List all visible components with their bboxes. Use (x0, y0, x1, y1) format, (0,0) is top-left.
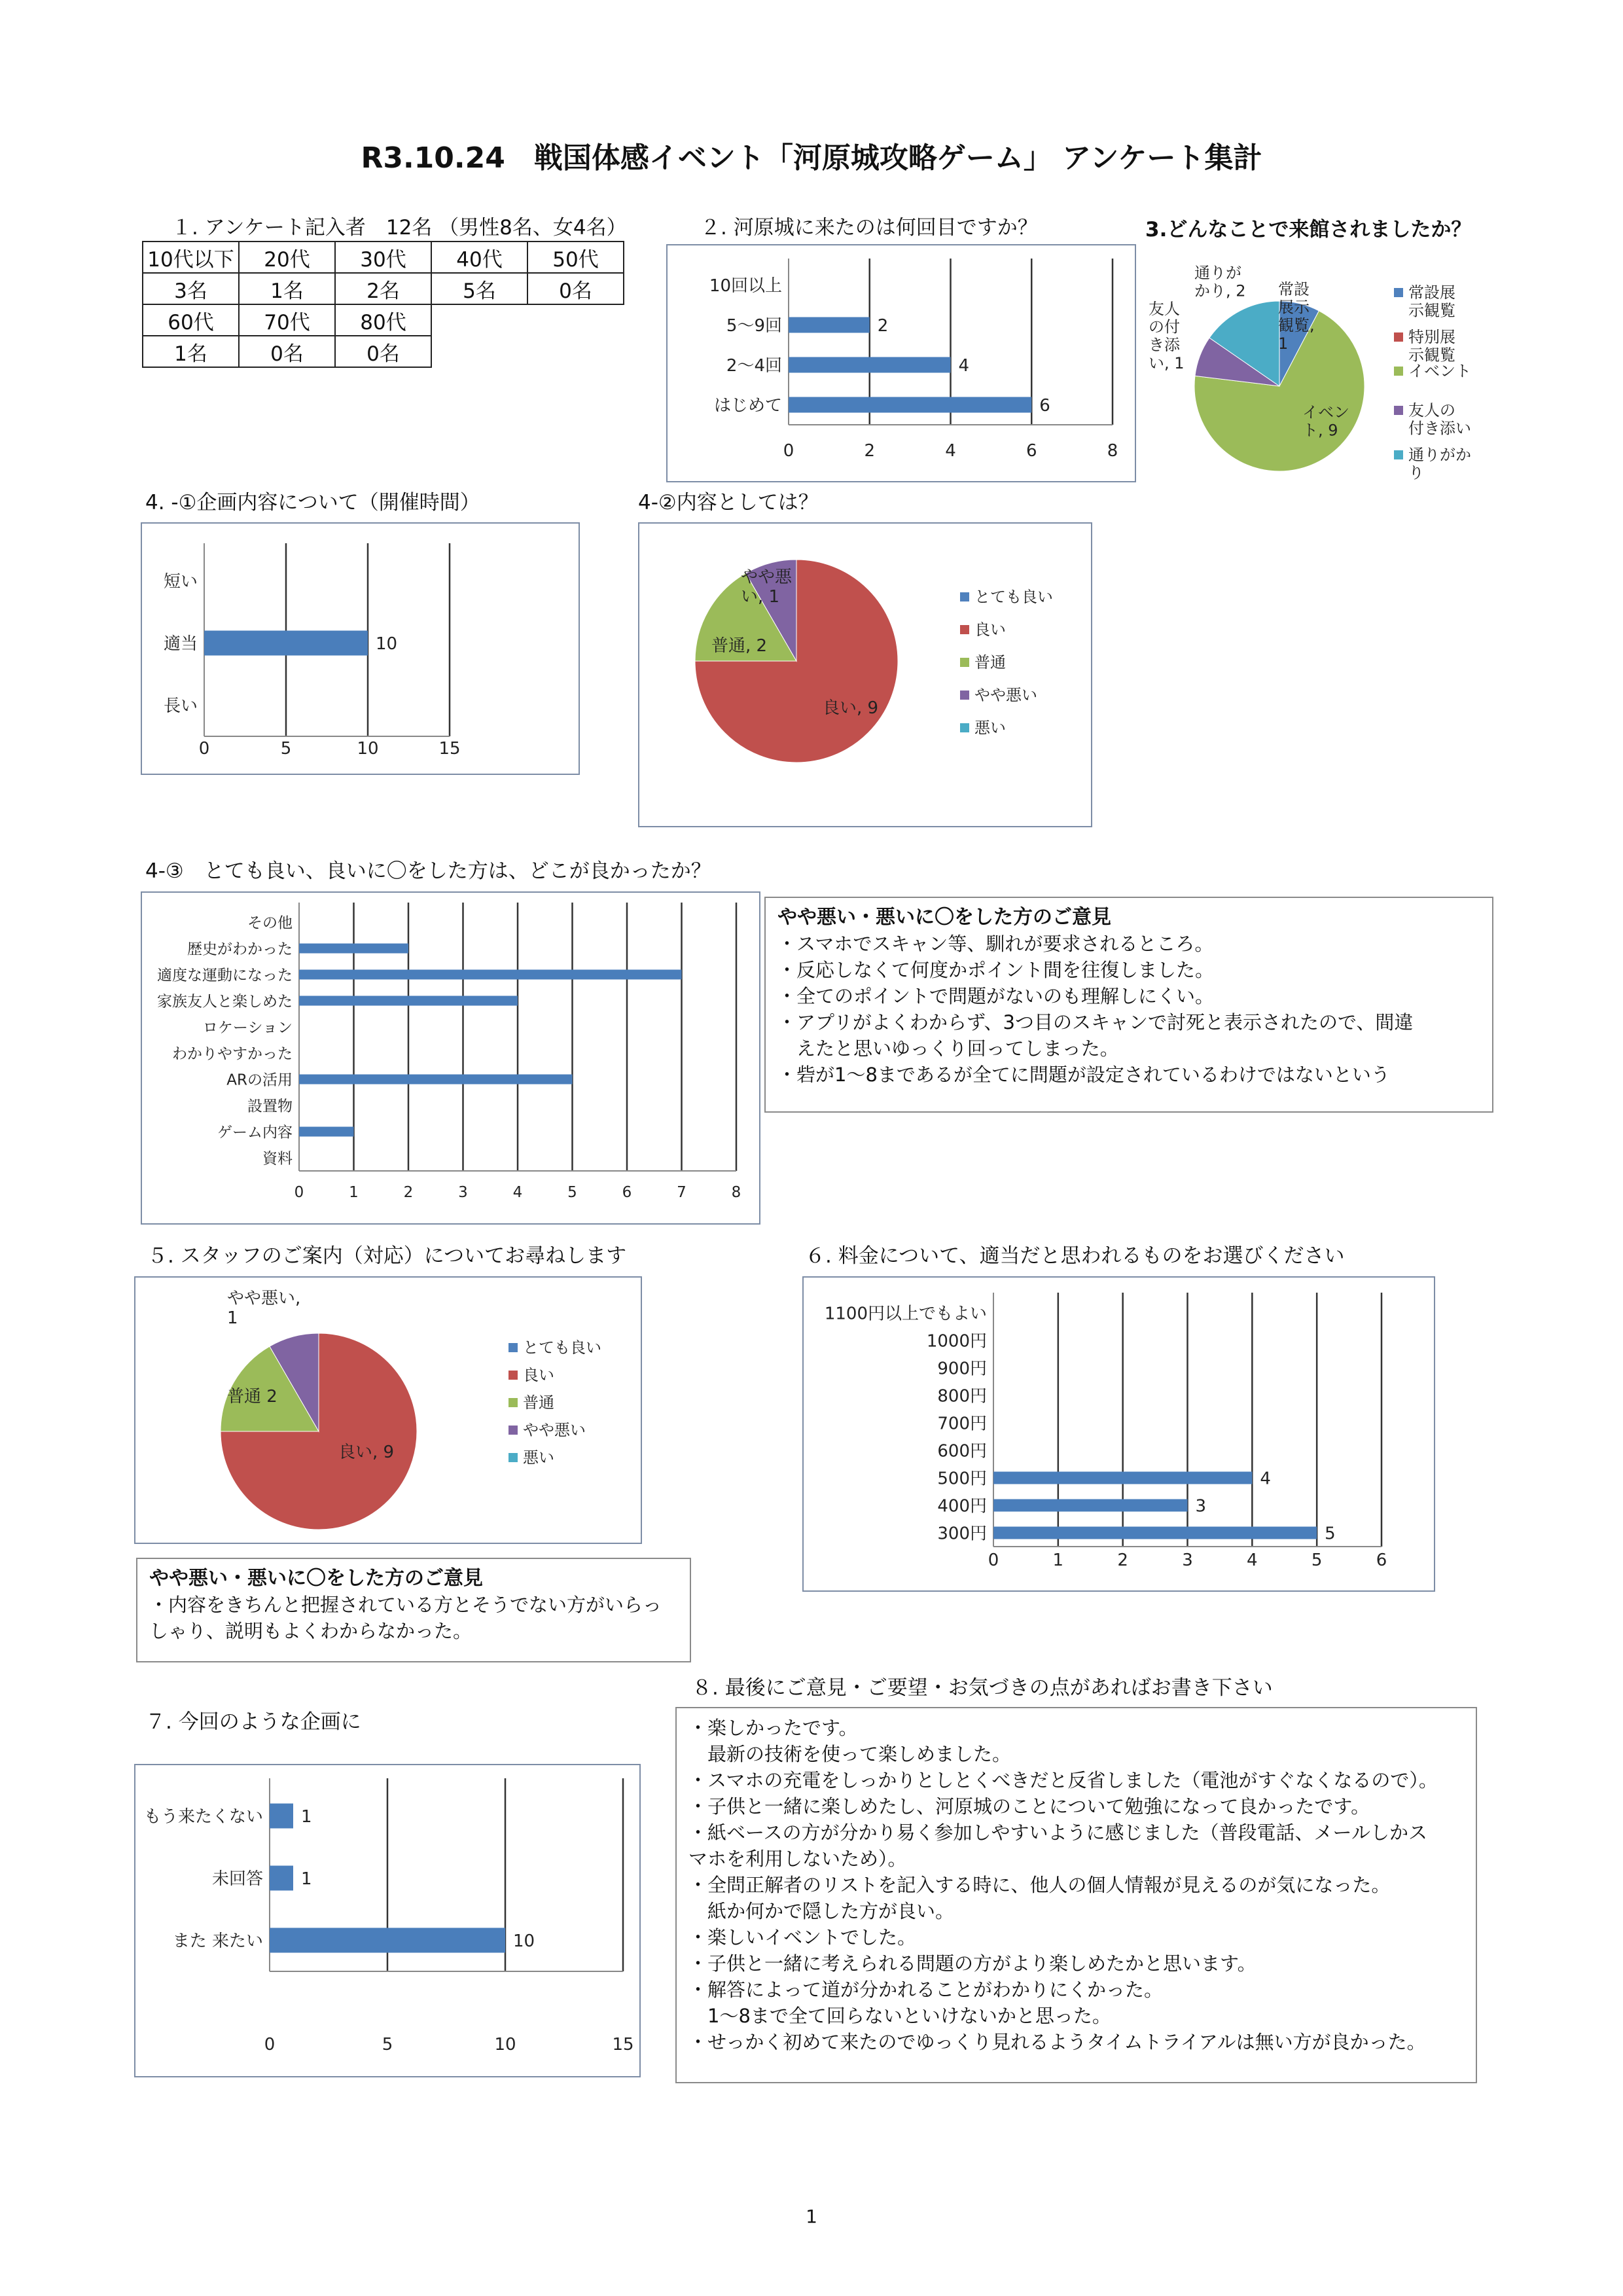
comment-line: マホを利用しないため）。 (688, 1848, 907, 1870)
data-label: 10 (513, 1931, 535, 1951)
x-tick-label: 4 (512, 1184, 523, 1201)
x-tick-label: 3 (458, 1184, 468, 1201)
data-label: やや悪い, 1 (741, 567, 793, 607)
data-label: 2 (877, 315, 889, 336)
data-label: 6 (1039, 395, 1050, 416)
x-tick-label: 3 (1182, 1551, 1193, 1570)
data-label: 3 (1195, 1496, 1207, 1516)
page-title: R3.10.24 戦国体感イベント「河原城攻略ゲーム」 アンケート集計 (361, 141, 1262, 175)
q4-comments-heading: やや悪い・悪いに〇をした方のご意見 (777, 906, 1111, 929)
legend-entry: 良い (523, 1366, 554, 1384)
y-category-label: 300円 (937, 1524, 987, 1544)
y-category-label: 2～4回 (726, 355, 782, 376)
x-tick-label: 6 (1376, 1551, 1387, 1570)
table-cell: 30代 (335, 242, 431, 273)
bar (299, 944, 408, 954)
legend-entry: 普通 (523, 1393, 554, 1412)
table-cell: 1名 (239, 273, 335, 304)
q4-3-heading: 4-③ とても良い、良いに〇をした方は、どこが良かったか？ (145, 859, 711, 883)
q5-heading: ５. スタッフのご案内（対応）についてお尋ねします (147, 1244, 627, 1268)
x-tick-label: 7 (677, 1184, 687, 1201)
comment-line: ・せっかく初めて来たのでゆっくり見れるようタイムトライアルは無い方が良かった。 (688, 2031, 1426, 2053)
bar (299, 996, 518, 1006)
comment-line: 最新の技術を使って楽しめました。 (688, 1743, 1012, 1765)
q2-bar-chart (668, 245, 1135, 481)
legend-swatch (960, 625, 969, 634)
data-label: 通りがかり, 2 (1194, 264, 1246, 300)
data-label: 常設展示観覧, 1 (1278, 280, 1315, 353)
data-label: 普通 2 (227, 1387, 277, 1407)
comment-line: ・スマホでスキャン等、馴れが要求されるところ。 (777, 933, 1214, 955)
x-tick-label: 4 (945, 441, 956, 461)
legend-swatch (508, 1343, 518, 1352)
q8-heading: ８. 最後にご意見・ご要望・お気づきの点があればお書き下さい (692, 1676, 1273, 1700)
bar (270, 1866, 293, 1891)
legend-swatch (508, 1371, 518, 1380)
bar (993, 1472, 1252, 1484)
x-tick-label: 6 (622, 1184, 632, 1201)
comment-line: ・楽しいイベントでした。 (688, 1926, 917, 1948)
q4-comments-box (764, 897, 1493, 1113)
q8-comments-box (675, 1707, 1477, 2083)
x-tick-label: 5 (382, 2035, 393, 2054)
x-tick-label: 10 (494, 2035, 516, 2054)
comment-line: ・全問正解者のリストを記入する時に、他人の個人情報が見えるのが気になった。 (688, 1874, 1391, 1896)
y-category-label: ゲーム内容 (217, 1124, 293, 1141)
comment-line: ・楽しかったです。 (688, 1717, 858, 1739)
bar (270, 1928, 505, 1953)
q4-3-bar-chart (142, 893, 759, 1223)
q7-chart-frame (134, 1764, 641, 2077)
x-tick-label: 1 (349, 1184, 359, 1201)
comment-line: ・砦が1～8まであるが全てに問題が設定されているわけではないという (777, 1064, 1390, 1086)
q5-chart-frame (134, 1276, 642, 1544)
y-category-label: ロケーション (202, 1019, 293, 1037)
q3-heading: 3.どんなことで来館されましたか？ (1145, 218, 1472, 242)
bar (993, 1527, 1317, 1539)
bar (789, 397, 1031, 413)
x-tick-label: 0 (783, 441, 794, 461)
legend-swatch (508, 1453, 518, 1462)
data-label: 友人の付き添い, 1 (1149, 300, 1185, 372)
data-label: やや悪い, 1 (227, 1289, 301, 1328)
table-cell: 1名 (143, 336, 239, 367)
y-category-label: 700円 (937, 1414, 987, 1434)
legend-entry: 普通 (974, 653, 1006, 672)
x-tick-label: 0 (294, 1184, 304, 1201)
legend-entry: 悪い (523, 1448, 554, 1467)
q4-3-chart-frame (141, 891, 760, 1225)
comment-line: ・内容をきちんと把握されている方とそうでない方がいらっ (149, 1594, 662, 1616)
q6-bar-chart (804, 1278, 1434, 1590)
q5-pie-chart (135, 1278, 641, 1543)
comment-line: えたと思いゆっくり回ってしまった。 (777, 1037, 1119, 1060)
q6-heading: ６. 料金について、適当だと思われるものをお選びください (805, 1244, 1345, 1268)
x-tick-label: 0 (264, 2035, 276, 2054)
comment-line: ・反応しなくて何度かポイント間を往復しました。 (777, 959, 1215, 981)
x-tick-label: 5 (280, 739, 292, 759)
x-tick-label: 8 (731, 1184, 741, 1201)
data-label: 4 (958, 355, 970, 376)
legend-entry: 悪い (974, 719, 1006, 737)
comment-line: 紙か何かで隠した方が良い。 (688, 1900, 955, 1922)
y-category-label: 10回以上 (709, 276, 782, 296)
y-category-label: 適当 (163, 634, 198, 654)
legend-entry: やや悪い (974, 686, 1037, 704)
legend-entry: 友人の付き添い (1408, 401, 1471, 438)
x-tick-label: 2 (1117, 1551, 1128, 1570)
data-label: 1 (301, 1806, 312, 1827)
x-tick-label: 2 (864, 441, 876, 461)
y-category-label: その他 (247, 914, 293, 932)
q5-comments-heading: やや悪い・悪いに〇をした方のご意見 (149, 1567, 483, 1590)
comment-line: ・解答によって道が分かれることがわかりにくかった。 (688, 1979, 1164, 2001)
legend-swatch (508, 1398, 518, 1407)
legend-entry: 特別展示観覧 (1408, 328, 1455, 365)
legend-swatch (960, 723, 969, 732)
table-cell: 70代 (239, 304, 335, 336)
y-category-label: 600円 (937, 1441, 987, 1462)
y-category-label: わかりやすかった (172, 1045, 293, 1063)
y-category-label: 家族友人と楽しめた (157, 993, 293, 1011)
q4-2-chart-frame (638, 522, 1092, 827)
table-cell: 0名 (527, 273, 624, 304)
table-cell: 0名 (239, 336, 335, 367)
data-label: 良い, 9 (823, 698, 879, 718)
comment-line: ・子供と一緒に楽しめたし、河原城のことについて勉強になって良かったです。 (688, 1795, 1370, 1818)
comment-line: ・子供と一緒に考えられる問題の方がより楽しめたかと思います。 (688, 1952, 1257, 1975)
table-cell: 10代以下 (143, 242, 239, 273)
y-category-label: 短い (163, 571, 198, 592)
table-cell: 2名 (335, 273, 431, 304)
q3-pie-chart (1135, 242, 1489, 524)
legend-entry: 常設展示観覧 (1408, 283, 1455, 320)
page-number: 1 (806, 2206, 817, 2227)
comment-line: 1～8まで全て回らないといけないかと思った。 (688, 2005, 1111, 2027)
legend-swatch (1394, 288, 1403, 297)
y-category-label: 歴史がわかった (187, 941, 293, 958)
comment-line: ・全てのポイントで問題がないのも理解しにくい。 (777, 985, 1215, 1007)
bar (204, 631, 368, 656)
y-category-label: 未回答 (211, 1869, 263, 1889)
table-cell: 50代 (527, 242, 624, 273)
legend-swatch (1394, 450, 1403, 459)
x-tick-label: 5 (1311, 1551, 1323, 1570)
legend-entry: とても良い (523, 1338, 601, 1357)
q4-1-chart-frame (141, 522, 580, 775)
y-category-label: 500円 (937, 1469, 987, 1489)
x-tick-label: 1 (1052, 1551, 1064, 1570)
bar (789, 357, 951, 373)
table-cell: 0名 (335, 336, 431, 367)
x-tick-label: 10 (357, 739, 379, 759)
x-tick-label: 2 (403, 1184, 414, 1201)
q4-1-heading: 4. -①企画内容について（開催時間） (145, 491, 480, 514)
x-tick-label: 15 (612, 2035, 634, 2054)
y-category-label: 適度な運動になった (157, 967, 293, 984)
legend-entry: 通りがかり (1408, 446, 1471, 482)
y-category-label: 1000円 (926, 1331, 987, 1352)
y-category-label: また 来たい (172, 1931, 263, 1951)
bar (789, 317, 870, 333)
y-category-label: 設置物 (247, 1098, 293, 1115)
table-cell: 3名 (143, 273, 239, 304)
x-tick-label: 5 (567, 1184, 577, 1201)
table-cell: 60代 (143, 304, 239, 336)
legend-swatch (1394, 332, 1403, 342)
comment-line: しゃり、説明もよくわからなかった。 (149, 1620, 473, 1642)
attendee-table (142, 241, 624, 368)
q4-2-heading: 4-②内容としては？ (638, 491, 819, 514)
y-category-label: ARの活用 (226, 1071, 293, 1089)
legend-swatch (1394, 406, 1403, 415)
x-tick-label: 6 (1026, 441, 1037, 461)
x-tick-label: 0 (988, 1551, 999, 1570)
data-label: 1 (301, 1869, 312, 1889)
legend-swatch (960, 691, 969, 700)
q2-heading: ２. 河原城に来たのは何回目ですか？ (700, 216, 1038, 240)
q2-chart-frame (666, 244, 1136, 482)
q1-heading: １. アンケート記入者 12名 （男性8名、女4名） (171, 216, 627, 240)
data-label: イベント, 9 (1302, 403, 1349, 440)
data-label: 4 (1260, 1469, 1271, 1489)
y-category-label: もう来たくない (143, 1806, 263, 1827)
table-cell: 20代 (239, 242, 335, 273)
data-label: 普通, 2 (711, 636, 768, 656)
x-tick-label: 4 (1247, 1551, 1258, 1570)
y-category-label: 1100円以上でもよい (824, 1304, 987, 1324)
y-category-label: 400円 (937, 1496, 987, 1516)
bar (993, 1499, 1188, 1512)
legend-entry: 良い (974, 620, 1006, 639)
y-category-label: 900円 (937, 1359, 987, 1379)
bar (270, 1804, 293, 1829)
bar (299, 970, 682, 980)
y-category-label: 長い (163, 696, 198, 716)
y-category-label: 資料 (262, 1150, 293, 1168)
q6-chart-frame (802, 1276, 1435, 1592)
x-tick-label: 15 (438, 739, 461, 759)
y-category-label: 800円 (937, 1386, 987, 1407)
legend-swatch (960, 658, 969, 667)
comment-line: ・アプリがよくわからず、3つ目のスキャンで討死と表示されたので、間違 (777, 1011, 1414, 1033)
x-tick-label: 0 (198, 739, 210, 759)
comment-line: ・紙ベースの方が分かり易く参加しやすいように感じました（普段電話、メールしかス (688, 1821, 1427, 1844)
table-cell: 80代 (335, 304, 431, 336)
legend-entry: とても良い (974, 588, 1053, 606)
legend-swatch (508, 1426, 518, 1435)
legend-swatch (960, 592, 969, 601)
q4-1-bar-chart (142, 524, 579, 774)
bar (299, 1075, 573, 1085)
data-label: 5 (1325, 1524, 1336, 1544)
table-cell: 5名 (431, 273, 527, 304)
y-category-label: はじめて (713, 395, 782, 416)
q7-bar-chart (135, 1765, 639, 2076)
q7-heading: ７. 今回のような企画に (145, 1710, 361, 1734)
data-label: 10 (376, 634, 398, 654)
legend-swatch (1394, 367, 1403, 376)
q5-comments-box (136, 1558, 691, 1662)
data-label: 良い, 9 (338, 1443, 395, 1462)
y-category-label: 5～9回 (726, 315, 782, 336)
comment-line: ・スマホの充電をしっかりとしとくべきだと反省しました（電池がすぐなくなるので）。 (688, 1769, 1438, 1791)
legend-entry: やや悪い (523, 1421, 586, 1439)
x-tick-label: 8 (1107, 441, 1118, 461)
bar (299, 1127, 354, 1137)
legend-entry: イベント (1408, 362, 1471, 380)
table-cell: 40代 (431, 242, 527, 273)
q4-2-pie-chart (639, 524, 1091, 826)
